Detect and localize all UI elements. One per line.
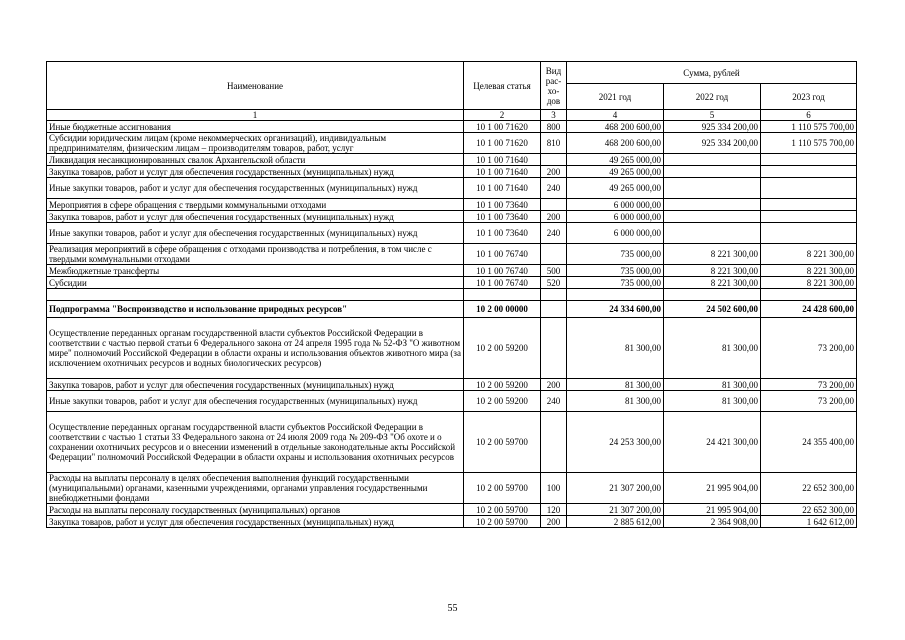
row-target-article: 10 2 00 59700 [464, 516, 541, 528]
table-row [47, 301, 857, 318]
row-expense-type [541, 318, 567, 379]
table-row [47, 504, 857, 516]
colnum: 6 [761, 110, 857, 121]
row-sum-2023 [761, 223, 857, 244]
row-sum-2023: 8 221 300,00 [761, 265, 857, 277]
row-expense-type [541, 244, 567, 265]
row-sum-2021: 6 000 000,00 [567, 223, 664, 244]
row-sum-2022 [664, 199, 761, 211]
header-year-2021: 2021 год [567, 84, 664, 110]
row-sum-2022 [664, 289, 761, 301]
row-sum-2022 [664, 178, 761, 199]
row-target-article: 10 1 00 76740 [464, 265, 541, 277]
row-sum-2022: 81 300,00 [664, 318, 761, 379]
row-target-article: 10 1 00 73640 [464, 199, 541, 211]
row-name: Иные закупки товаров, работ и услуг для обеспечения государственных (муниципальных) нужд [47, 391, 464, 412]
header-target-article: Целевая статья [464, 62, 541, 110]
row-sum-2021: 81 300,00 [567, 318, 664, 379]
table-row [47, 223, 857, 244]
row-sum-2023: 73 200,00 [761, 318, 857, 379]
row-sum-2022 [664, 154, 761, 166]
row-target-article: 10 2 00 59200 [464, 379, 541, 391]
row-expense-type: 800 [541, 121, 567, 133]
row-expense-type [541, 301, 567, 318]
row-sum-2023: 73 200,00 [761, 391, 857, 412]
row-sum-2021: 735 000,00 [567, 265, 664, 277]
row-expense-type: 200 [541, 166, 567, 178]
table-row [47, 166, 857, 178]
row-expense-type: 500 [541, 265, 567, 277]
row-name: Закупка товаров, работ и услуг для обеспечения государственных (муниципальных) нужд [47, 211, 464, 223]
row-sum-2021: 468 200 600,00 [567, 121, 664, 133]
row-sum-2021: 81 300,00 [567, 379, 664, 391]
row-expense-type: 240 [541, 391, 567, 412]
table-row [47, 178, 857, 199]
row-sum-2021: 21 307 200,00 [567, 473, 664, 504]
row-name: Расходы на выплаты персоналу государственных (муниципальных) органов [47, 504, 464, 516]
row-target-article: 10 1 00 73640 [464, 223, 541, 244]
row-expense-type: 100 [541, 473, 567, 504]
header-expense-type: Вид рас- хо- дов [541, 62, 567, 110]
table-row [47, 412, 857, 473]
table-row [47, 154, 857, 166]
table-row [47, 244, 857, 265]
row-sum-2023 [761, 154, 857, 166]
row-sum-2022 [664, 211, 761, 223]
row-sum-2022: 8 221 300,00 [664, 244, 761, 265]
table-row [47, 133, 857, 154]
row-name: Иные закупки товаров, работ и услуг для обеспечения государственных (муниципальных) нужд [47, 223, 464, 244]
colnum: 5 [664, 110, 761, 121]
page-number: 55 [447, 603, 458, 614]
header-year-2023: 2023 год [761, 84, 857, 110]
row-name [47, 289, 464, 301]
row-name: Подпрограмма "Воспроизводство и использование природных ресурсов" [47, 301, 464, 318]
row-sum-2022: 81 300,00 [664, 379, 761, 391]
row-target-article: 10 1 00 71640 [464, 178, 541, 199]
row-sum-2022 [664, 223, 761, 244]
row-sum-2021: 49 265 000,00 [567, 154, 664, 166]
row-name: Осуществление переданных органам государственной власти субъектов Российской Федерации в соответствии с частью 1 статьи 33 Федерального закона от 24 июля 2009 года № 209-ФЗ "Об охоте и о сохранении охотничьих ресурсов и о внесении изменений в отдельные законодательные акты Российской Федерации" полномочий Российской Федерации в области охраны и использования охотничьих ресурсов [47, 412, 464, 473]
row-sum-2021: 81 300,00 [567, 391, 664, 412]
table-row [47, 473, 857, 504]
row-target-article: 10 1 00 73640 [464, 211, 541, 223]
row-expense-type: 240 [541, 223, 567, 244]
row-sum-2023 [761, 199, 857, 211]
table-row [47, 265, 857, 277]
row-sum-2023: 24 428 600,00 [761, 301, 857, 318]
row-target-article: 10 2 00 59200 [464, 318, 541, 379]
header-sum: Сумма, рублей [567, 62, 857, 84]
table-row [47, 211, 857, 223]
row-target-article [464, 289, 541, 301]
row-sum-2023 [761, 289, 857, 301]
row-name: Ликвидация несанкционированных свалок Архангельской области [47, 154, 464, 166]
row-target-article: 10 2 00 00000 [464, 301, 541, 318]
row-sum-2022: 24 421 300,00 [664, 412, 761, 473]
colnum: 2 [464, 110, 541, 121]
row-expense-type [541, 289, 567, 301]
row-target-article: 10 1 00 71620 [464, 121, 541, 133]
row-sum-2021: 735 000,00 [567, 244, 664, 265]
row-sum-2022: 925 334 200,00 [664, 133, 761, 154]
row-sum-2023 [761, 166, 857, 178]
row-sum-2021: 49 265 000,00 [567, 178, 664, 199]
row-sum-2023: 73 200,00 [761, 379, 857, 391]
row-sum-2023: 1 110 575 700,00 [761, 121, 857, 133]
row-target-article: 10 1 00 76740 [464, 277, 541, 289]
row-sum-2022: 81 300,00 [664, 391, 761, 412]
row-sum-2021: 24 253 300,00 [567, 412, 664, 473]
row-expense-type: 520 [541, 277, 567, 289]
row-name: Закупка товаров, работ и услуг для обеспечения государственных (муниципальных) нужд [47, 379, 464, 391]
row-name: Закупка товаров, работ и услуг для обеспечения государственных (муниципальных) нужд [47, 516, 464, 528]
row-target-article: 10 2 00 59700 [464, 412, 541, 473]
row-target-article: 10 2 00 59700 [464, 504, 541, 516]
row-sum-2022 [664, 166, 761, 178]
row-expense-type [541, 199, 567, 211]
budget-table [46, 61, 857, 528]
row-expense-type: 240 [541, 178, 567, 199]
row-expense-type: 200 [541, 379, 567, 391]
row-name: Субсидии [47, 277, 464, 289]
row-sum-2022: 8 221 300,00 [664, 265, 761, 277]
row-name: Иные закупки товаров, работ и услуг для обеспечения государственных (муниципальных) нужд [47, 178, 464, 199]
row-expense-type: 200 [541, 211, 567, 223]
row-expense-type: 120 [541, 504, 567, 516]
table-row [47, 516, 857, 528]
row-sum-2023 [761, 178, 857, 199]
row-sum-2021: 49 265 000,00 [567, 166, 664, 178]
table-row [47, 318, 857, 379]
row-sum-2021: 2 885 612,00 [567, 516, 664, 528]
row-target-article: 10 2 00 59700 [464, 473, 541, 504]
row-sum-2023 [761, 211, 857, 223]
row-sum-2022: 2 364 908,00 [664, 516, 761, 528]
row-sum-2022: 925 334 200,00 [664, 121, 761, 133]
table-row [47, 379, 857, 391]
row-sum-2021: 24 334 600,00 [567, 301, 664, 318]
row-sum-2023: 22 652 300,00 [761, 473, 857, 504]
table-row [47, 391, 857, 412]
row-sum-2021: 6 000 000,00 [567, 211, 664, 223]
row-target-article: 10 1 00 71640 [464, 154, 541, 166]
row-target-article: 10 1 00 76740 [464, 244, 541, 265]
row-sum-2021: 21 307 200,00 [567, 504, 664, 516]
row-sum-2021: 6 000 000,00 [567, 199, 664, 211]
row-expense-type [541, 412, 567, 473]
row-sum-2022: 8 221 300,00 [664, 277, 761, 289]
row-sum-2023: 22 652 300,00 [761, 504, 857, 516]
row-sum-2022: 21 995 904,00 [664, 473, 761, 504]
row-name: Мероприятия в сфере обращения с твердыми коммунальными отходами [47, 199, 464, 211]
row-target-article: 10 2 00 59200 [464, 391, 541, 412]
colnum: 3 [541, 110, 567, 121]
row-sum-2023: 1 110 575 700,00 [761, 133, 857, 154]
row-target-article: 10 1 00 71620 [464, 133, 541, 154]
table-row [47, 121, 857, 133]
row-sum-2021: 468 200 600,00 [567, 133, 664, 154]
table-row [47, 289, 857, 301]
row-sum-2021 [567, 289, 664, 301]
row-name: Расходы на выплаты персоналу в целях обеспечения выполнения функций государственными (муниципальными) органами, казенными учреждениями, органами управления государственными внебюджетными фондами [47, 473, 464, 504]
header-name: Наименование [47, 62, 464, 110]
row-name: Осуществление переданных органам государственной власти субъектов Российской Федерации в соответствии с частью первой статьи 6 Федерального закона от 24 апреля 1995 года № 52-ФЗ "О животном мире" полномочий Российской Федерации в области охраны и использования объектов животного мира (за исключением охотничьих ресурсов и водных биологических ресурсов) [47, 318, 464, 379]
row-name: Иные бюджетные ассигнования [47, 121, 464, 133]
row-sum-2023: 24 355 400,00 [761, 412, 857, 473]
table-row [47, 199, 857, 211]
colnum: 4 [567, 110, 664, 121]
row-sum-2023: 1 642 612,00 [761, 516, 857, 528]
row-sum-2023: 8 221 300,00 [761, 277, 857, 289]
row-sum-2022: 24 502 600,00 [664, 301, 761, 318]
row-expense-type: 200 [541, 516, 567, 528]
header-year-2022: 2022 год [664, 84, 761, 110]
row-name: Реализация мероприятий в сфере обращения с отходами производства и потребления, в том числе с твердыми коммунальными отходами [47, 244, 464, 265]
row-sum-2021: 735 000,00 [567, 277, 664, 289]
row-sum-2022: 21 995 904,00 [664, 504, 761, 516]
row-target-article: 10 1 00 71640 [464, 166, 541, 178]
row-name: Межбюджетные трансферты [47, 265, 464, 277]
row-name: Субсидии юридическим лицам (кроме некоммерческих организаций), индивидуальным предпринимателям, физическим лицам – производителям товаров, работ, услуг [47, 133, 464, 154]
row-name: Закупка товаров, работ и услуг для обеспечения государственных (муниципальных) нужд [47, 166, 464, 178]
table-row [47, 277, 857, 289]
table-body [47, 121, 857, 528]
row-sum-2023: 8 221 300,00 [761, 244, 857, 265]
colnum: 1 [47, 110, 464, 121]
row-expense-type: 810 [541, 133, 567, 154]
row-expense-type [541, 154, 567, 166]
